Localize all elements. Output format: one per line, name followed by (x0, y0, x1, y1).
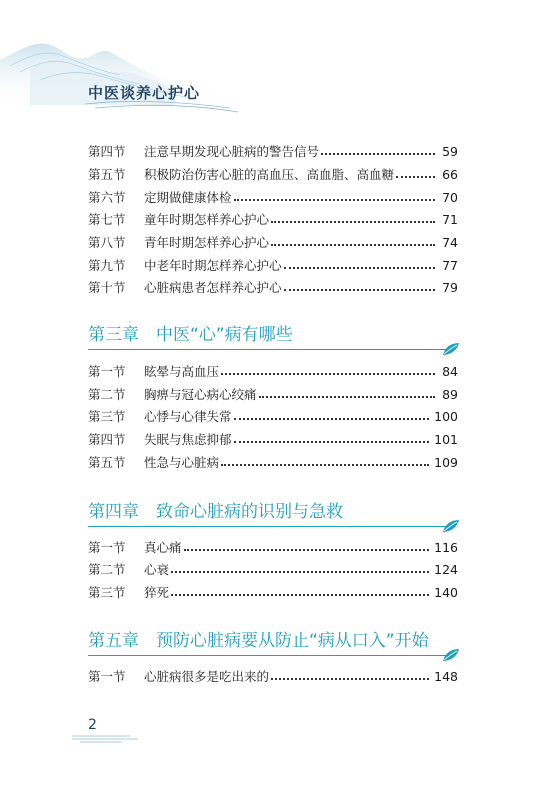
toc-dot-leader (234, 441, 430, 443)
leaf-icon (442, 519, 460, 533)
toc-entry[interactable] (88, 141, 458, 161)
chapter-underline (88, 349, 448, 350)
toc-page-number: 109 (434, 454, 458, 470)
toc-page-number: 79 (442, 279, 458, 295)
toc-section-title: 猝死 (144, 585, 170, 600)
toc-page-number: 70 (442, 189, 458, 205)
toc-entry[interactable] (88, 582, 458, 602)
toc-section-title: 童年时期怎样养心护心 (144, 212, 270, 227)
toc-page-number: 77 (442, 257, 458, 273)
toc-dot-leader (259, 396, 435, 398)
toc-entry[interactable] (88, 164, 458, 184)
toc-page-number: 100 (434, 408, 458, 424)
toc-dot-leader (171, 571, 429, 573)
toc-entry[interactable] (88, 384, 458, 404)
toc-section-title: 性急与心脏病 (144, 455, 220, 470)
toc-dot-leader (234, 418, 430, 420)
toc-section-number: 第九节 (88, 258, 126, 273)
toc-section-title: 心悸与心律失常 (144, 409, 232, 424)
toc-dot-leader (396, 176, 435, 178)
chapter-title: 第五章 预防心脏病要从防止“病从口入”开始 (88, 631, 429, 651)
toc-section-number: 第三节 (88, 585, 126, 600)
toc-page-number: 84 (442, 363, 458, 379)
toc-dot-leader (221, 464, 429, 466)
book-title: 中医谈养心护心 (88, 84, 201, 102)
toc-entry[interactable] (88, 277, 458, 297)
toc-section-number: 第三节 (88, 409, 126, 424)
chapter-heading-4[interactable] (88, 497, 458, 527)
toc-page-number: 89 (442, 386, 458, 402)
toc-section-title: 真心痛 (144, 540, 182, 555)
chapter-title: 第四章 致命心脏病的识别与急救 (88, 502, 343, 522)
toc-entry[interactable] (88, 187, 458, 207)
toc-entry[interactable] (88, 361, 458, 381)
chapter-title: 第三章 中医“心”病有哪些 (88, 325, 293, 345)
toc-section-title: 定期做健康体检 (144, 190, 232, 205)
toc-section-number: 第五节 (88, 167, 126, 182)
toc-section-number: 第七节 (88, 212, 126, 227)
toc-entry[interactable] (88, 232, 458, 252)
toc-section-title: 失眠与焦虑抑郁 (144, 432, 232, 447)
leaf-icon (442, 648, 460, 662)
toc-section-number: 第二节 (88, 387, 126, 402)
toc-section-number: 第四节 (88, 432, 126, 447)
chapter-heading-3[interactable] (88, 320, 458, 350)
toc-dot-leader (221, 373, 435, 375)
toc-section-number: 第一节 (88, 669, 126, 684)
chapter-underline (88, 526, 448, 527)
toc-entry[interactable] (88, 406, 458, 426)
toc-dot-leader (234, 199, 435, 201)
toc-section-title: 眩晕与高血压 (144, 364, 220, 379)
toc-entry[interactable] (88, 559, 458, 579)
toc-entry[interactable] (88, 255, 458, 275)
toc-page-number: 101 (434, 431, 458, 447)
toc-dot-leader (321, 153, 435, 155)
toc-dot-leader (271, 678, 429, 680)
toc-section-number: 第十节 (88, 280, 126, 295)
toc-section-title: 胸痹与冠心病心绞痛 (144, 387, 257, 402)
toc-page-number: 140 (434, 584, 458, 600)
toc-page-number: 116 (434, 539, 458, 555)
chapter-heading-5[interactable] (88, 626, 458, 656)
toc-entry[interactable] (88, 209, 458, 229)
toc-section-title: 心脏病很多是吃出来的 (144, 669, 270, 684)
toc-entry[interactable] (88, 666, 458, 686)
toc-dot-leader (284, 289, 435, 291)
toc-section-title: 心脏病患者怎样养心护心 (144, 280, 282, 295)
toc-page-number: 59 (442, 143, 458, 159)
toc-page-number: 74 (442, 234, 458, 250)
page-number: 2 (88, 717, 97, 733)
toc-section-number: 第五节 (88, 455, 126, 470)
toc-page-number: 148 (434, 668, 458, 684)
toc-dot-leader (271, 221, 435, 223)
header-mountain-decoration (0, 0, 552, 130)
leaf-icon (442, 342, 460, 356)
footer-wave-decoration (70, 733, 140, 747)
toc-section-number: 第六节 (88, 190, 126, 205)
toc-dot-leader (284, 267, 435, 269)
toc-section-number: 第八节 (88, 235, 126, 250)
toc-section-number: 第二节 (88, 562, 126, 577)
toc-entry[interactable] (88, 429, 458, 449)
toc-page-number: 124 (434, 561, 458, 577)
toc-section-title: 中老年时期怎样养心护心 (144, 258, 282, 273)
toc-entry[interactable] (88, 537, 458, 557)
toc-page-number: 66 (442, 166, 458, 182)
toc-section-title: 积极防治伤害心脏的高血压、高血脂、高血糖 (144, 167, 395, 182)
toc-page-number: 71 (442, 211, 458, 227)
toc-section-title: 注意早期发现心脏病的警告信号 (144, 144, 320, 159)
toc-section-number: 第一节 (88, 540, 126, 555)
toc-section-title: 心衰 (144, 562, 170, 577)
toc-entry[interactable] (88, 452, 458, 472)
chapter-underline (88, 655, 448, 656)
toc-dot-leader (271, 244, 435, 246)
toc-dot-leader (171, 594, 429, 596)
toc-section-title: 青年时期怎样养心护心 (144, 235, 270, 250)
toc-section-number: 第四节 (88, 144, 126, 159)
toc-dot-leader (184, 549, 430, 551)
toc-section-number: 第一节 (88, 364, 126, 379)
